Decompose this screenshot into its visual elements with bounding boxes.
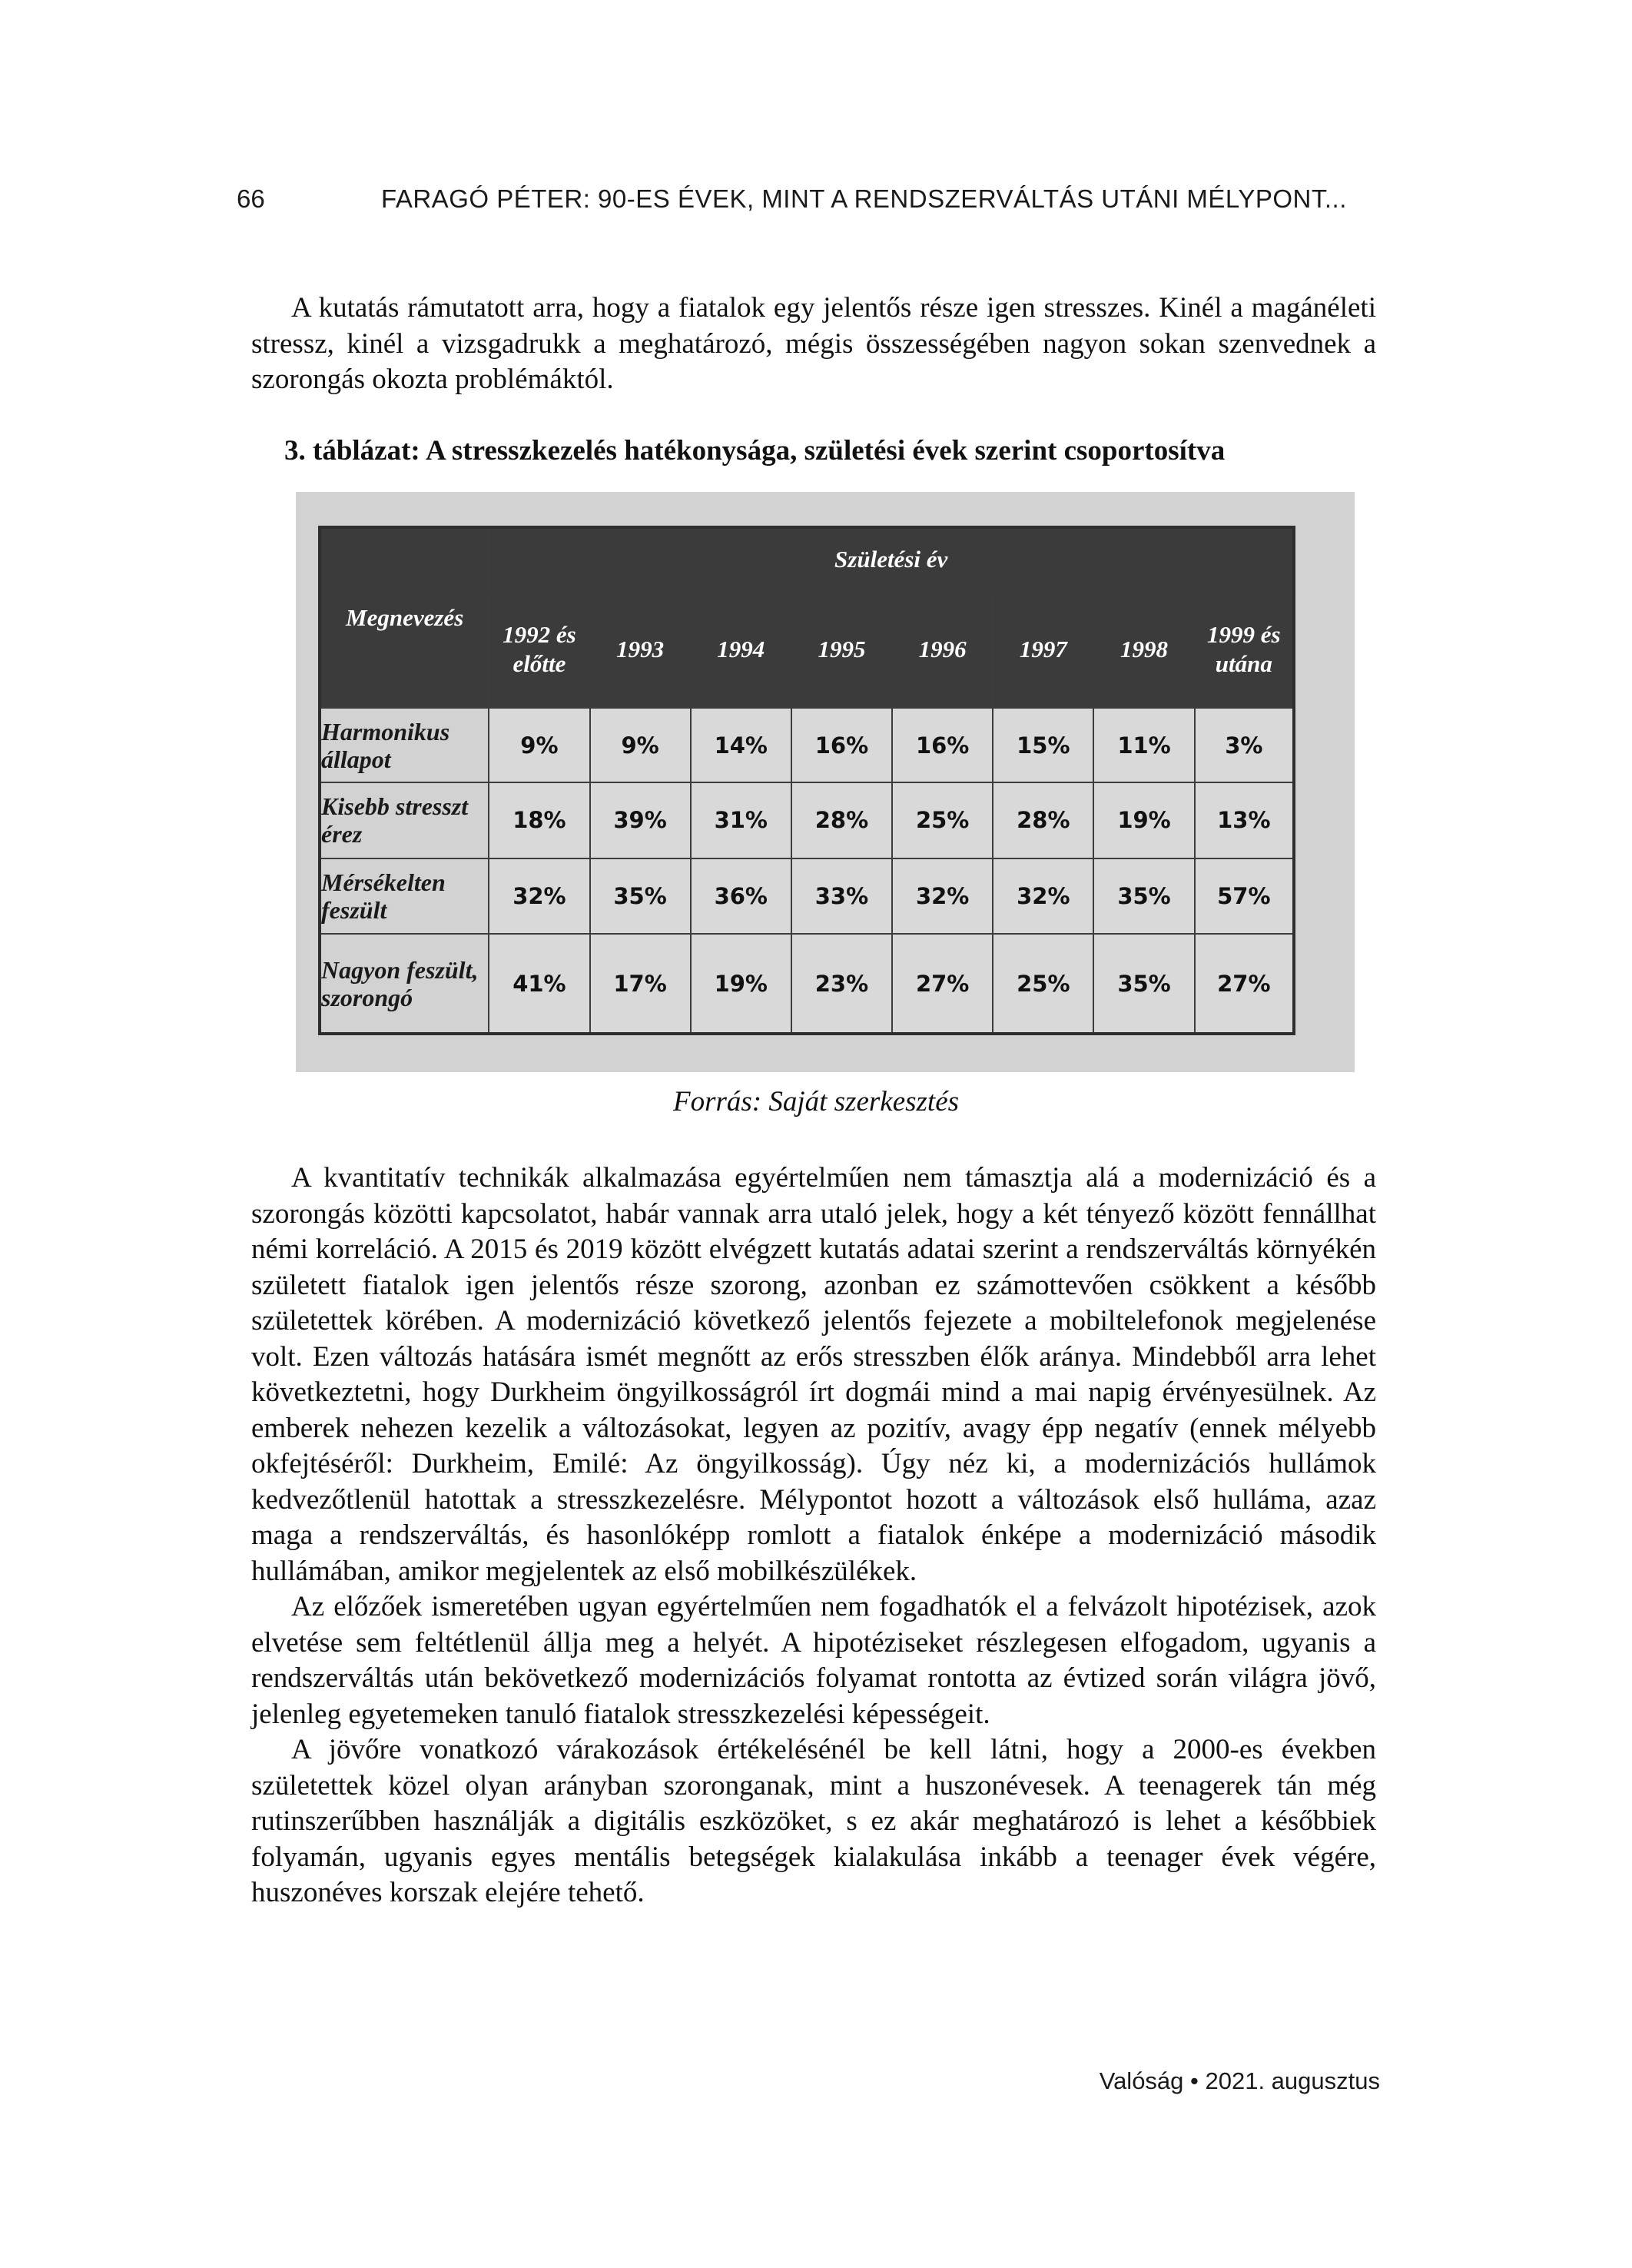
row-label: Harmonikus állapot xyxy=(320,708,489,782)
table-cell: 39% xyxy=(590,782,691,858)
table-cell: 16% xyxy=(791,708,892,782)
table-cell: 35% xyxy=(1093,858,1194,935)
year-header: 1994 xyxy=(691,591,791,709)
page-footer: Valóság • 2021. augusztus xyxy=(1099,2067,1380,2094)
year-header: 1996 xyxy=(892,591,993,709)
table-source-caption: Forrás: Saját szerkesztés xyxy=(672,1086,960,1117)
table-cell: 28% xyxy=(791,782,892,858)
group-header: Születési év xyxy=(489,527,1294,591)
year-header: 1993 xyxy=(590,591,691,709)
table-cell: 35% xyxy=(1093,934,1194,1034)
table-cell: 19% xyxy=(691,934,791,1034)
table-cell: 23% xyxy=(791,934,892,1034)
stress-table xyxy=(318,526,1295,1035)
row-label: Kisebb stresszt érez xyxy=(320,782,489,858)
table-cell: 17% xyxy=(590,934,691,1034)
table-cell: 18% xyxy=(489,782,589,858)
row-header-label: Megnevezés xyxy=(320,527,489,708)
table-cell: 11% xyxy=(1093,708,1194,782)
table-cell: 9% xyxy=(489,708,589,782)
table-cell: 36% xyxy=(691,858,791,935)
table-cell: 13% xyxy=(1195,782,1294,858)
year-header: 1999 és utána xyxy=(1195,591,1294,709)
table-cell: 15% xyxy=(993,708,1093,782)
table-cell: 32% xyxy=(892,858,993,935)
table-cell: 28% xyxy=(993,782,1093,858)
row-label: Mérsékelten feszült xyxy=(320,858,489,935)
table-cell: 16% xyxy=(892,708,993,782)
year-header: 1997 xyxy=(993,591,1093,709)
table-cell: 19% xyxy=(1093,782,1194,858)
table-cell: 31% xyxy=(691,782,791,858)
row-label: Nagyon feszült, szorongó xyxy=(320,934,489,1034)
main-text xyxy=(251,1161,1376,1911)
intro-section xyxy=(251,291,1376,398)
table-row xyxy=(320,708,1294,782)
table-row xyxy=(320,782,1294,858)
table-cell: 14% xyxy=(691,708,791,782)
year-header: 1995 xyxy=(791,591,892,709)
table-cell: 33% xyxy=(791,858,892,935)
table-cell: 9% xyxy=(590,708,691,782)
table-cell: 3% xyxy=(1195,708,1294,782)
table-cell: 35% xyxy=(590,858,691,935)
intro-paragraph: A kutatás rámutatott arra, hogy a fiatalok egy jelentős része igen stresszes. Kinél a magánéleti stressz, kinél a vizsgadrukk a meghatározó, mégis összességében nagyon sokan szenvednek a szorongás okozta problémáktól. xyxy=(251,292,1376,395)
running-title: FARAGÓ PÉTER: 90-ES ÉVEK, MINT A RENDSZERVÁLTÁS UTÁNI MÉLYPONT... xyxy=(381,184,1347,213)
table-header-row-1 xyxy=(320,527,1294,591)
table-cell: 25% xyxy=(993,934,1093,1034)
table-cell: 57% xyxy=(1195,858,1294,935)
page-number: 66 xyxy=(237,184,265,213)
body-paragraph: A kvantitatív technikák alkalmazása egyértelműen nem támasztja alá a modernizáció és a szorongás közötti kapcsolatot, habár vannak arra utaló jelek, hogy a két tényező között fennállhat némi korreláció. A 2015 és 2019 között elvégzett kutatás adatai szerint a rendszerváltás környékén született fiatalok igen jelentős része szorong, azonban ez számottevően csökkent a később születettek körében. A modernizáció következő jelentős fejezete a mobiltelefonok megjelenése volt. Ezen változás hatására ismét megnőtt az erős stresszben élők aránya. Mindebből arra lehet következtetni, hogy Durkheim öngyilkosságról írt dogmái mind a mai napig érvényesülnek. Az emberek nehezen kezelik a változásokat, legyen az pozitív, avagy épp negatív (ennek mélyebb okfejtéséről: Durkheim, Emilé: Az öngyilkosság). Úgy néz ki, a modernizációs hullámok kedvezőtlenül hatottak a stresszkezelésre. Mélypontot hozott a változások első hulláma, azaz maga a rendszerváltás, és hasonlóképp romlott a fiatalok énképe a modernizáció második hullámában, amikor megjelentek az első mobilkészülékek. xyxy=(251,1162,1376,1587)
year-header: 1992 és előtte xyxy=(489,591,589,709)
table-frame xyxy=(296,492,1355,1072)
body-paragraph: Az előzőek ismeretében ugyan egyértelműen nem fogadhatók el a felvázolt hipotézisek, azok elvetése sem feltétlenül állja meg a helyét. A hipotéziseket részlegesen elfogadom, ugyanis a rendszerváltás után bekövetkező modernizációs folyamat rontotta az évtized során világra jövő, jelenleg egyetemeken tanuló fiatalok stresszkezelési képességeit. xyxy=(251,1591,1376,1730)
table-cell: 27% xyxy=(892,934,993,1034)
running-header xyxy=(237,184,1380,218)
table-cell: 27% xyxy=(1195,934,1294,1034)
table-cell: 32% xyxy=(993,858,1093,935)
body-paragraph: A jövőre vonatkozó várakozások értékelésénél be kell látni, hogy a 2000-es években születettek közel olyan arányban szoronganak, mint a huszonévesek. A teenagerek tán még rutinszerűbben használják a digitális eszközöket, s ez akár meghatározó is lehet a későbbiek folyamán, ugyanis egyes mentális betegségek kialakulása inkább a teenager évek végére, huszonéves korszak elejére tehető. xyxy=(251,1734,1376,1908)
table-title: 3. táblázat: A stresszkezelés hatékonysága, születési évek szerint csoportosítva xyxy=(284,435,1226,467)
table-row xyxy=(320,934,1294,1034)
table-cell: 41% xyxy=(489,934,589,1034)
table-cell: 32% xyxy=(489,858,589,935)
table-cell: 25% xyxy=(892,782,993,858)
year-header: 1998 xyxy=(1093,591,1194,709)
table-row xyxy=(320,858,1294,935)
